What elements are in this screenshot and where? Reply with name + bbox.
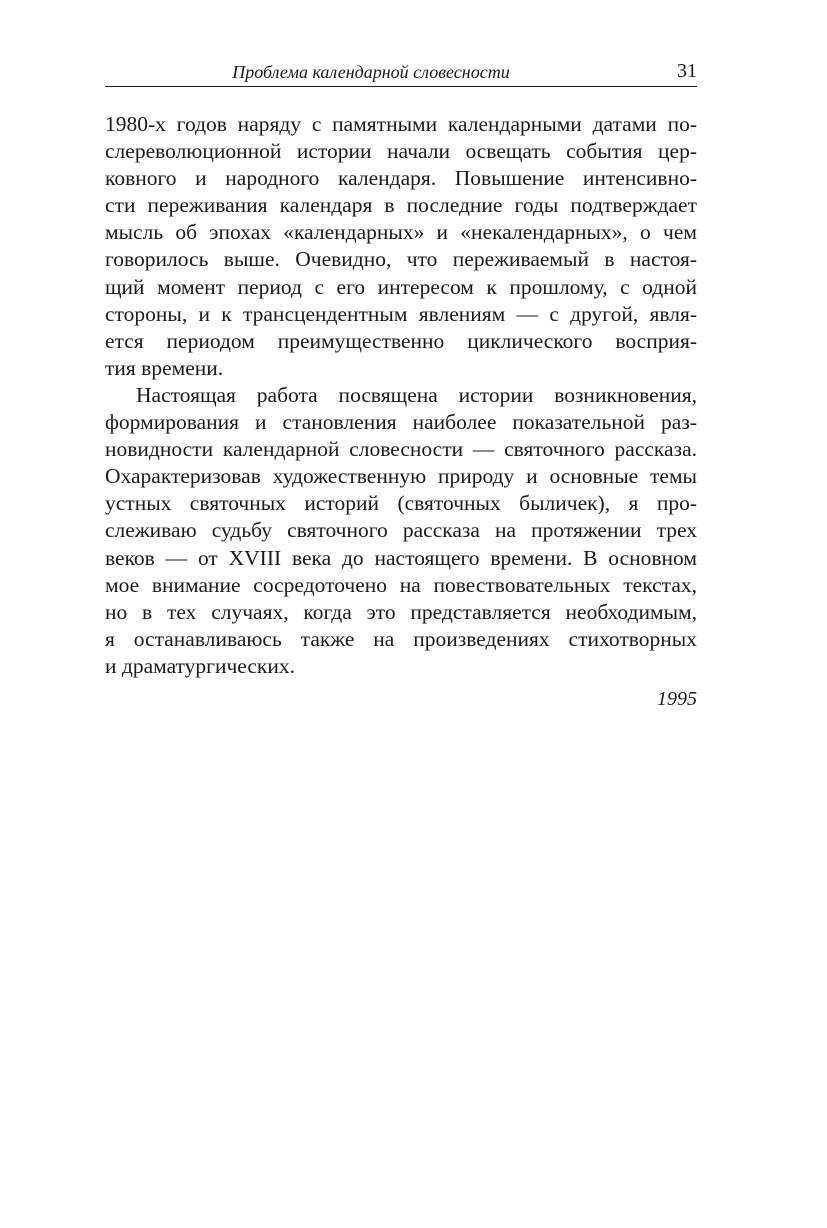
text-line: и драматургических. <box>105 653 296 678</box>
text-line: слеживаю судьбу святочного рассказа на протяжении трех <box>105 518 697 543</box>
text-line: тия времени. <box>105 355 224 380</box>
text-line: новидности календарной словесности — святочного рассказа. <box>105 437 697 462</box>
text-line: 1980-х годов наряду с памятными календарными датами по- <box>105 112 697 136</box>
text-line: стороны, и к трансцендентным явлениям — с другой, явля- <box>105 301 697 326</box>
text-line: веков — от XVIII века до настоящего времени. В основном <box>105 545 697 570</box>
text-line: сти переживания календаря в последние годы подтверждает <box>105 193 697 218</box>
paragraph <box>105 382 697 680</box>
text-line: мысль об эпохах «календарных» и «некалендарных», о чем <box>105 220 697 245</box>
text-line: мое внимание сосредоточено на повествовательных текстах, <box>105 572 697 597</box>
text-line: ется периодом преимущественно циклического восприя- <box>105 328 697 353</box>
running-header <box>105 56 697 87</box>
text-line: но в тех случаях, когда это представляется необходимым, <box>105 599 697 624</box>
text-line: формирования и становления наиболее показательной раз- <box>105 410 697 435</box>
text-line: Охарактеризовав художественную природу и основные темы <box>105 464 697 489</box>
text-line: говорилось выше. Очевидно, что переживаемый в настоя- <box>105 247 697 272</box>
text-line: слереволюционной истории начали освещать события цер- <box>105 139 697 164</box>
body-text <box>105 111 697 680</box>
paragraph <box>105 111 697 382</box>
text-line: устных святочных историй (святочных быличек), я про- <box>105 491 697 516</box>
signature-year: 1995 <box>657 688 697 710</box>
text-line: я останавливаюсь также на произведениях стихотворных <box>105 626 697 651</box>
text-line: щий момент период с его интересом к прошлому, с одной <box>105 274 697 299</box>
text-line: ковного и народного календаря. Повышение интенсивно- <box>105 166 697 191</box>
page-number: 31 <box>677 60 697 82</box>
text-line: Настоящая работа посвящена истории возникновения, <box>136 382 697 407</box>
running-title: Проблема календарной словесности <box>232 62 510 82</box>
